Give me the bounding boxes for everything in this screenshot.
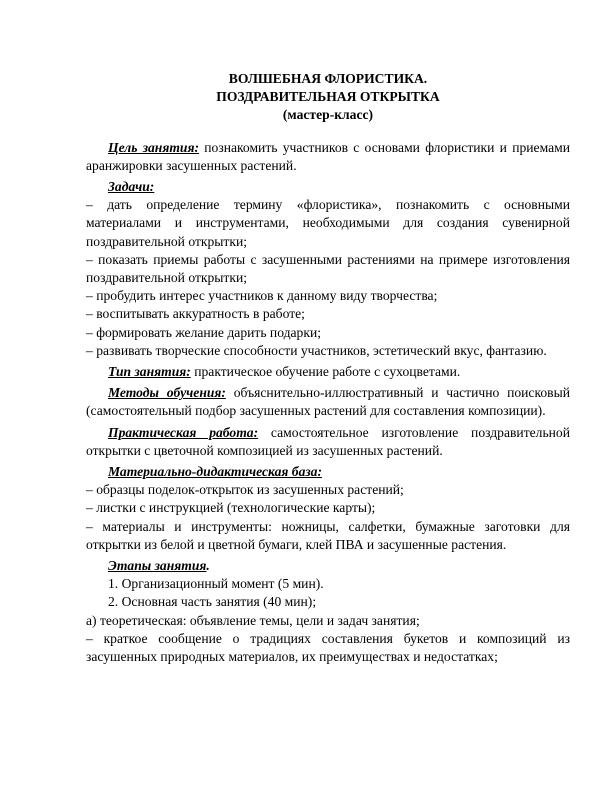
materials-heading	[86, 463, 570, 481]
materials-item: – образцы поделок-открыток из засушенных растений;	[86, 482, 404, 498]
task-item: – дать определение термину «флористика», познакомить с основными материалами и инструментами, необходимыми для создания сувенирной поздравительной открытки;	[86, 197, 570, 249]
stages-label: Этапы занятия	[108, 558, 207, 574]
practical-label: Практическая работа:	[108, 424, 259, 440]
materials-item: – материалы и инструменты: ножницы, салфетки, бумажные заготовки для открытки из белой и цветной бумаги, клей ПВА и засушенные растения.	[86, 518, 570, 552]
goal-paragraph	[86, 139, 570, 175]
methods-label: Методы обучения:	[108, 385, 226, 401]
task-item: – воспитывать аккуратность в работе;	[86, 306, 305, 322]
document-title-line-1: ВОЛШЕБНАЯ ФЛОРИСТИКА.	[228, 71, 428, 86]
materials-item: – листки с инструкцией (технологические карты);	[86, 500, 376, 516]
task-item: – пробудить интерес участников к данному виду творчества;	[86, 288, 438, 304]
materials-label: Материально-дидактическая база:	[108, 464, 323, 480]
stage-item: 1. Организационный момент (5 мин).	[108, 576, 324, 592]
stage-item: а) теоретическая: объявление темы, цели и задач занятия;	[86, 612, 420, 628]
practical-text: самостоятельное изготовление поздравительной открытки с цветочной композицией из засушенных растений.	[86, 424, 570, 458]
goal-text: познакомить участников с основами флористики и приемами аранжировки засушенных растений.	[86, 139, 570, 173]
task-item: – развивать творческие способности участников, эстетический вкус, фантазию.	[86, 342, 547, 358]
lesson-type-label: Тип занятия:	[108, 364, 191, 380]
stage-item: 2. Основная часть занятия (40 мин);	[108, 594, 317, 610]
goal-label: Цель занятия:	[108, 139, 200, 155]
stage-item: – краткое сообщение о традициях составления букетов и композиций из засушенных природных материалов, их преимуществах и недостатках;	[86, 630, 570, 665]
document-title-line-2: ПОЗДРАВИТЕЛЬНАЯ ОТКРЫТКА	[216, 89, 440, 105]
methods-text: объяснительно-иллюстративный и частично поисковый (самостоятельный подбор засушенных растений для составления композиции).	[86, 385, 570, 419]
lesson-type-text: практическое обучение работе с сухоцветами.	[190, 364, 461, 380]
task-item: – показать приемы работы с засушенными растениями на примере изготовления поздравительной открытки;	[86, 251, 570, 286]
lesson-type-paragraph	[86, 363, 570, 381]
document-subtitle: (мастер-класс)	[282, 107, 374, 123]
stages-label-suffix: .	[206, 558, 210, 574]
practical-paragraph	[86, 424, 570, 460]
task-item: – формировать желание дарить подарки;	[86, 324, 322, 340]
methods-paragraph	[86, 384, 570, 420]
stages-heading	[86, 557, 570, 575]
document-content	[86, 70, 570, 666]
tasks-heading	[86, 178, 570, 196]
tasks-label: Задачи:	[108, 179, 155, 195]
